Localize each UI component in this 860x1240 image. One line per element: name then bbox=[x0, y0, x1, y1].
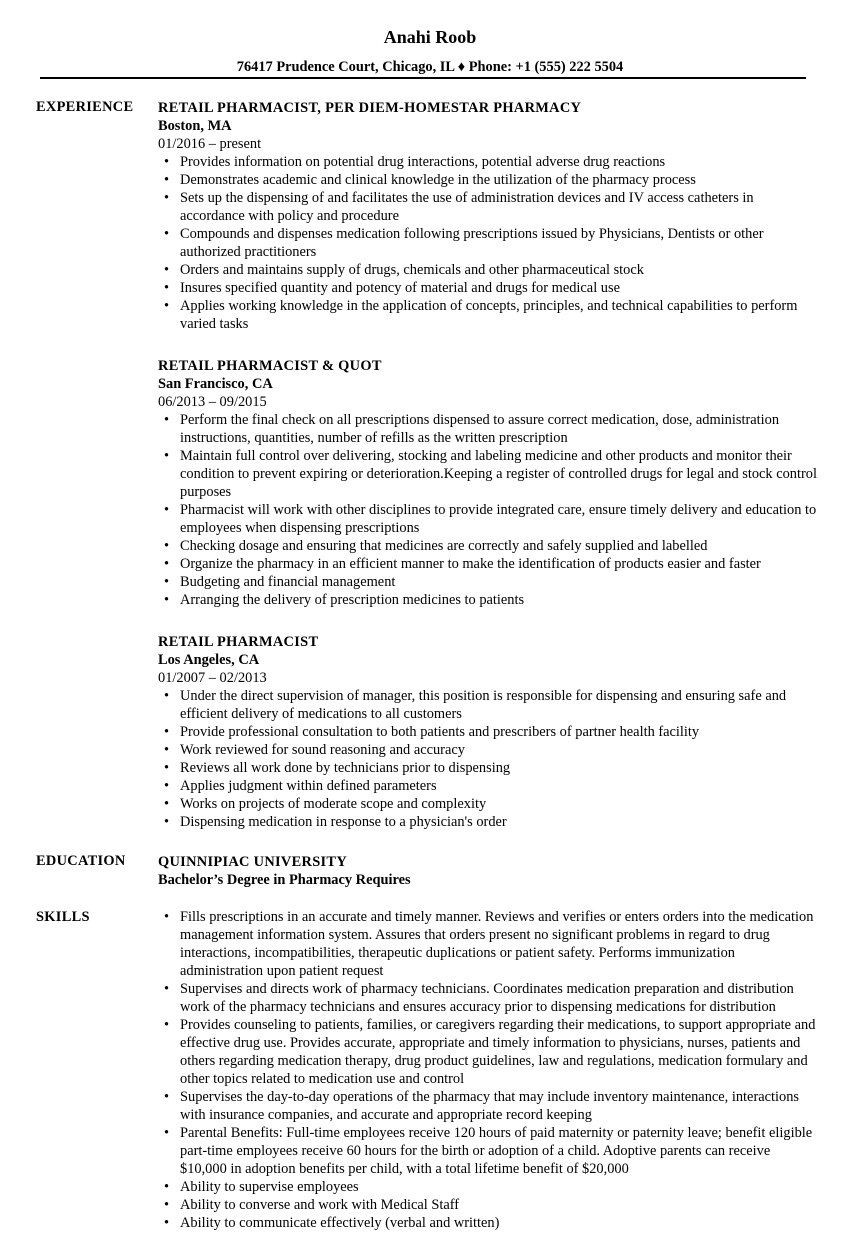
list-item: • Provide professional consultation to both patients and prescribers of partner health facility bbox=[158, 723, 818, 741]
header-divider bbox=[40, 77, 806, 79]
job-bullets bbox=[158, 687, 818, 831]
list-item: • Supervises and directs work of pharmacy technicians. Coordinates medication preparation and distribution work of the pharmacy technicians and ensures accuracy prior to dispensing medications for distribution bbox=[158, 980, 818, 1016]
job-bullets bbox=[158, 153, 818, 333]
job-dates: 01/2007 – 02/2013 bbox=[158, 670, 267, 686]
list-item: • Supervises the day-to-day operations of the pharmacy that may include inventory maintenance, interactions with insurance companies, and accurate and appropriate record keeping bbox=[158, 1088, 818, 1124]
job-dates: 06/2013 – 09/2015 bbox=[158, 394, 267, 410]
list-item: • Works on projects of moderate scope and complexity bbox=[158, 795, 818, 813]
list-item: • Parental Benefits: Full-time employees receive 120 hours of paid maternity or paternity leave; benefit eligible part-time employees receive 60 hours for the birth or adoption of a child. Adoptive parents can receive $10,000 in adoption benefits per child, with a total lifetime benefit of $20,000 bbox=[158, 1124, 818, 1178]
list-item: • Provides counseling to patients, families, or caregivers regarding their medications, to support appropriate and effective drug use. Provides accurate, appropriate and timely information to physicians, nurses, patients and others regarding medication therapy, drug product guidelines, law and regulations, medication formulary and other topics related to medication use and control bbox=[158, 1016, 818, 1088]
job-location: Boston, MA bbox=[158, 118, 232, 134]
job-title: RETAIL PHARMACIST, PER DIEM-HOMESTAR PHARMACY bbox=[158, 100, 582, 116]
list-item: • Ability to supervise employees bbox=[158, 1178, 818, 1196]
job-location: San Francisco, CA bbox=[158, 376, 273, 392]
job-entry bbox=[158, 99, 818, 333]
list-item: • Arranging the delivery of prescription medicines to patients bbox=[158, 591, 818, 609]
list-item: • Checking dosage and ensuring that medicines are correctly and safely supplied and labelled bbox=[158, 537, 818, 555]
list-item: • Orders and maintains supply of drugs, chemicals and other pharmaceutical stock bbox=[158, 261, 818, 279]
candidate-name: Anahi Roob bbox=[383, 27, 477, 47]
list-item: • Fills prescriptions in an accurate and timely manner. Reviews and verifies or enters orders into the medication management information system. Assures that orders present no significant problems in regard to drug interactions, incompatibilities, therapeutic duplications or patient safety. Performs immunization administration upon patient request bbox=[158, 908, 818, 980]
list-item: • Pharmacist will work with other disciplines to provide integrated care, ensure timely delivery and education to employees when dispensing prescriptions bbox=[158, 501, 818, 537]
list-item: • Ability to communicate effectively (verbal and written) bbox=[158, 1214, 818, 1232]
skills-list bbox=[158, 908, 818, 1232]
skills-section bbox=[158, 908, 818, 1232]
list-item: • Organize the pharmacy in an efficient manner to make the identification of products easier and faster bbox=[158, 555, 818, 573]
list-item: • Applies judgment within defined parameters bbox=[158, 777, 818, 795]
skills-heading: SKILLS bbox=[36, 909, 90, 925]
list-item: • Perform the final check on all prescriptions dispensed to assure correct medication, dose, administration instructions, quantities, number of refills as the written prescription bbox=[158, 411, 818, 447]
contact-line: 76417 Prudence Court, Chicago, IL ♦ Phone: +1 (555) 222 5504 bbox=[236, 59, 624, 75]
job-entry bbox=[158, 357, 818, 609]
job-bullets bbox=[158, 411, 818, 609]
list-item: • Applies working knowledge in the application of concepts, principles, and technical capabilities to perform varied tasks bbox=[158, 297, 818, 333]
school-name: QUINNIPIAC UNIVERSITY bbox=[158, 854, 348, 870]
list-item: • Work reviewed for sound reasoning and accuracy bbox=[158, 741, 818, 759]
job-title: RETAIL PHARMACIST bbox=[158, 634, 319, 650]
list-item: • Dispensing medication in response to a physician's order bbox=[158, 813, 818, 831]
experience-heading: EXPERIENCE bbox=[36, 99, 134, 115]
list-item: • Demonstrates academic and clinical knowledge in the utilization of the pharmacy process bbox=[158, 171, 818, 189]
experience-section bbox=[158, 99, 818, 855]
job-location: Los Angeles, CA bbox=[158, 652, 260, 668]
job-dates: 01/2016 – present bbox=[158, 136, 262, 152]
list-item: • Provides information on potential drug interactions, potential adverse drug reactions bbox=[158, 153, 818, 171]
list-item: • Sets up the dispensing of and facilitates the use of administration devices and IV access catheters in accordance with policy and procedure bbox=[158, 189, 818, 225]
list-item: • Compounds and dispenses medication following prescriptions issued by Physicians, Dentists or other authorized practitioners bbox=[158, 225, 818, 261]
list-item: • Maintain full control over delivering, stocking and labeling medicine and other products and monitor their condition to prevent expiring or deterioration.Keeping a register of controlled drugs for legal and stock control purposes bbox=[158, 447, 818, 501]
list-item: • Under the direct supervision of manager, this position is responsible for dispensing and ensuring safe and efficient delivery of medications to all customers bbox=[158, 687, 818, 723]
list-item: • Reviews all work done by technicians prior to dispensing bbox=[158, 759, 818, 777]
job-entry bbox=[158, 633, 818, 831]
education-section bbox=[158, 853, 818, 889]
list-item: • Ability to converse and work with Medical Staff bbox=[158, 1196, 818, 1214]
list-item: • Insures specified quantity and potency of material and drugs for medical use bbox=[158, 279, 818, 297]
degree: Bachelor’s Degree in Pharmacy Requires bbox=[158, 872, 411, 888]
education-heading: EDUCATION bbox=[36, 853, 126, 869]
job-title: RETAIL PHARMACIST & QUOT bbox=[158, 358, 382, 374]
list-item: • Budgeting and financial management bbox=[158, 573, 818, 591]
